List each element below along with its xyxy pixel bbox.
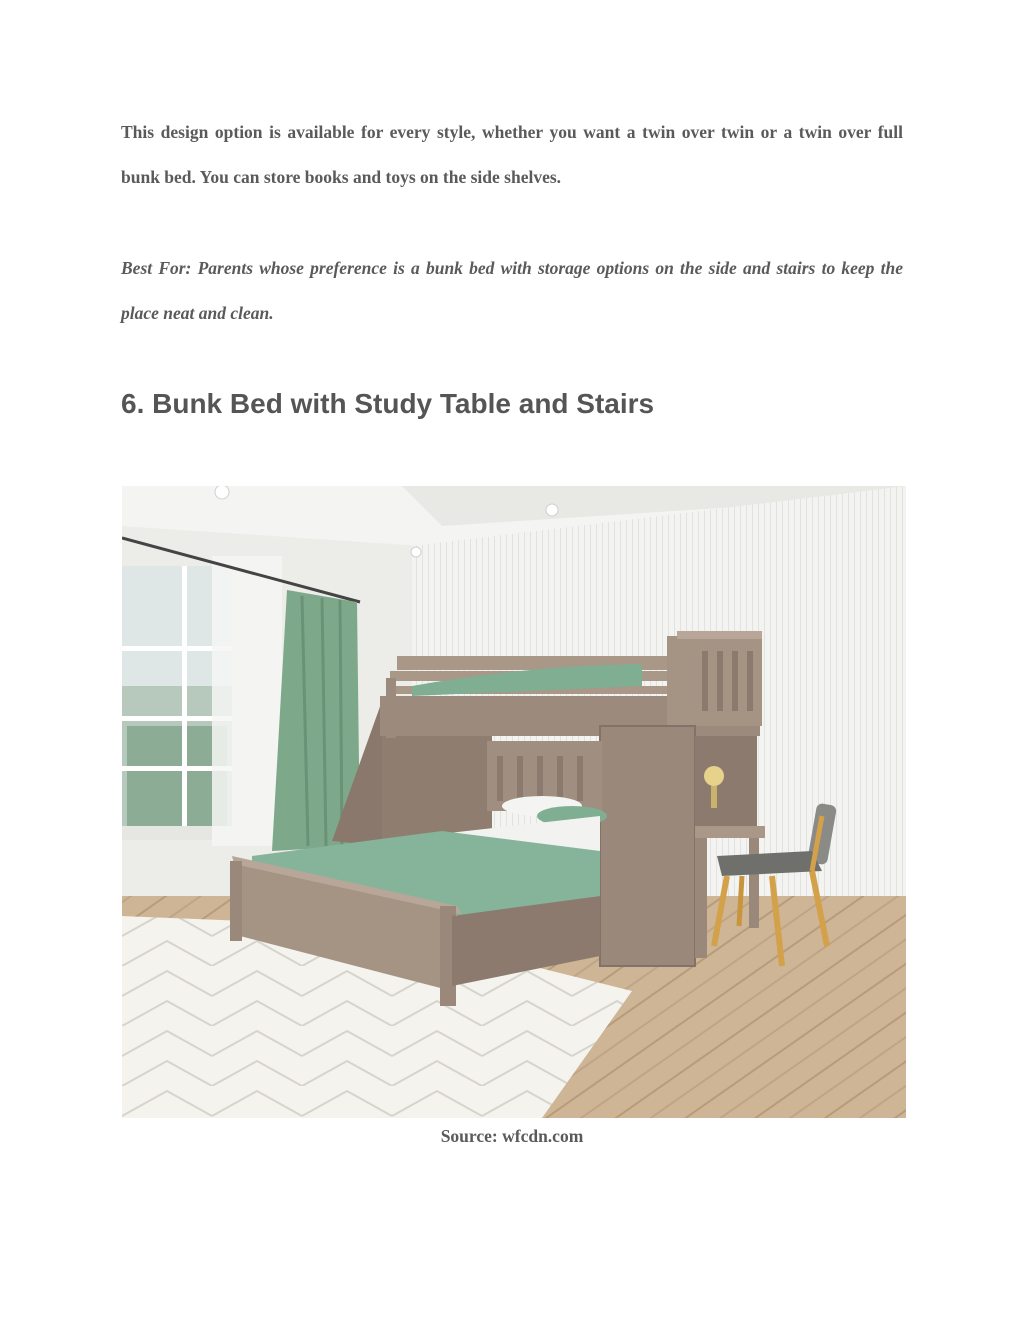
section-heading: 6. Bunk Bed with Study Table and Stairs xyxy=(121,388,655,419)
best-for-paragraph: Best For: Parents whose preference is a bunk bed with storage options on the side and stairs to keep the place neat and clean. xyxy=(121,258,903,323)
image-source-caption: Source: wfcdn.com xyxy=(440,1126,584,1146)
bunk-bed-photo xyxy=(122,486,906,1118)
intro-paragraph: This design option is available for every style, whether you want a twin over twin or a twin over full bunk bed. You can store books and toys on the side shelves. xyxy=(121,122,903,187)
